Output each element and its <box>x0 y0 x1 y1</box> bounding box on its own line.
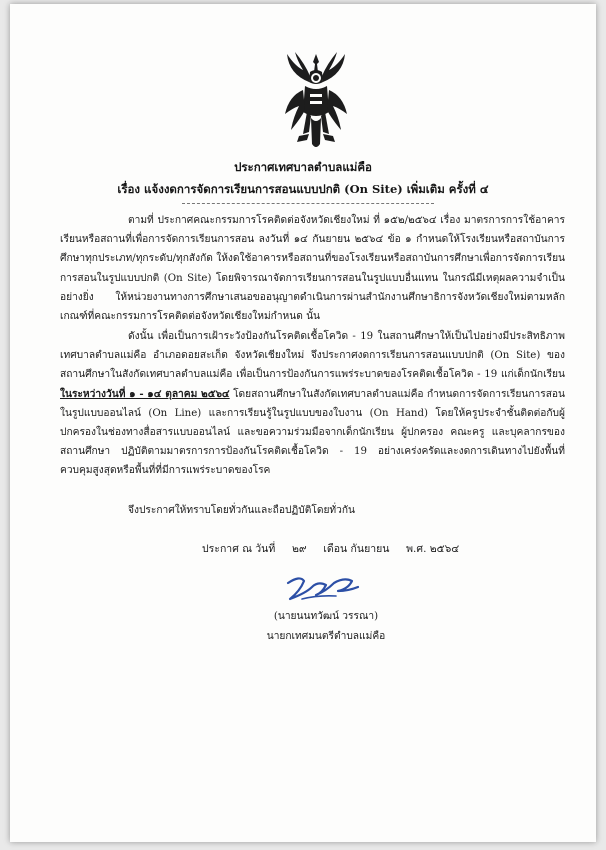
paragraph-3: จึงประกาศให้ทราบโดยทั่วกันและถือปฏิบัติโดยทั่วกัน <box>128 505 355 516</box>
date-year: พ.ศ. ๒๕๖๔ <box>406 543 460 555</box>
garuda-emblem-icon <box>283 52 349 152</box>
date-day: ๒๙ <box>291 543 307 555</box>
signature-icon <box>278 569 368 609</box>
document-page <box>10 4 596 842</box>
announcement-date <box>202 540 459 557</box>
document-subject: เรื่อง แจ้งงดการจัดการเรียนการสอนแบบปกติ (On Site) เพิ่มเติม ครั้งที่ ๔ <box>117 182 489 196</box>
paragraph-2-date-range: ในระหว่างวันที่ ๑ - ๑๔ ตุลาคม ๒๕๖๔ <box>60 387 230 400</box>
document-title: ประกาศเทศบาลตำบลแม่คือ <box>234 160 372 174</box>
signer-position: นายกเทศมนตรีตำบลแม่คือ <box>266 631 386 642</box>
paragraph-2 <box>60 327 565 481</box>
paragraph-2-text-before: ดังนั้น เพื่อเป็นการเฝ้าระวังป้องกันโรคติดเชื้อโควิด - 19 ในสถานศึกษาให้เป็นไปอย่างมีประสิทธิภาพ เทศบาลตำบลแม่คือ อำเภอดอยสะเก็ด จังหวัดเชียงใหม่ จึงประกาศงดการเรียนการสอนแบบปกติ (On Site) ของสถานศึกษาในสังกัดเทศบาลตำบลแม่คือ เพื่อเป็นการป้องกันการแพร่ระบาดของโรคติดเชื้อโควิด - 19 แก่เด็กนักเรียน <box>60 331 565 381</box>
signer-name: (นายนนทวัฒน์ วรรณา) <box>273 611 379 622</box>
paragraph-2-text-after: โดยสถานศึกษาในสังกัดเทศบาลตำบลแม่คือ กำหนดการจัดการเรียนการสอนในรูปแบบออนไลน์ (On Line) และการเรียนรู้ในรูปแบบของใบงาน (On Hand) โดยให้ครูประจำชั้นติดต่อกับผู้ปกครองในช่องทางสื่อสารแบบออนไลน์ และขอความร่วมมือจากเด็กนักเรียน ผู้ปกครอง คณะครู และบุคลากรของสถานศึกษา ปฏิบัติตามมาตรการการป้องกันโรคติดเชื้อโควิด - 19 อย่างเคร่งครัดและงดการเดินทางไปยังพื้นที่ควบคุมสูงสุดหรือพื้นที่ที่มีการแพร่ระบาดของโรค <box>60 388 566 477</box>
date-prefix: ประกาศ ณ วันที่ <box>202 543 276 555</box>
title-divider <box>182 203 434 204</box>
date-month: กันยายน <box>350 543 390 555</box>
date-month-label: เดือน <box>323 543 348 555</box>
paragraph-1: ตามที่ ประกาศคณะกรรมการโรคติดต่อจังหวัดเชียงใหม่ ที่ ๑๕๒/๒๕๖๔ เรื่อง มาตรการการใช้อาคารเรียนหรือสถานที่เพื่อการจัดการเรียนการสอน ลงวันที่ ๑๔ กันยายน ๒๕๖๔ ข้อ ๑ กำหนดให้โรงเรียนหรือสถาบันการศึกษาทุกประเภท/ทุกระดับ/ทุกสังกัด ให้งดใช้อาคารหรือสถานที่ของโรงเรียนหรือสถาบันการศึกษาเพื่อการจัดการเรียนการสอนในรูปแบบปกติ (On Site) โดยพิจารณาจัดการเรียนการสอนในรูปแบบอื่นแทน ในกรณีมีเหตุผลความจำเป็นอย่างยิ่ง ให้หน่วยงานทางการศึกษาเสนอขออนุญาตดำเนินการผ่านสำนักงานศึกษาธิการจังหวัดเชียงใหม่ตามหลักเกณฑ์ที่คณะกรรมการโรคติดต่อจังหวัดเชียงใหม่กำหนด นั้น <box>60 215 565 323</box>
